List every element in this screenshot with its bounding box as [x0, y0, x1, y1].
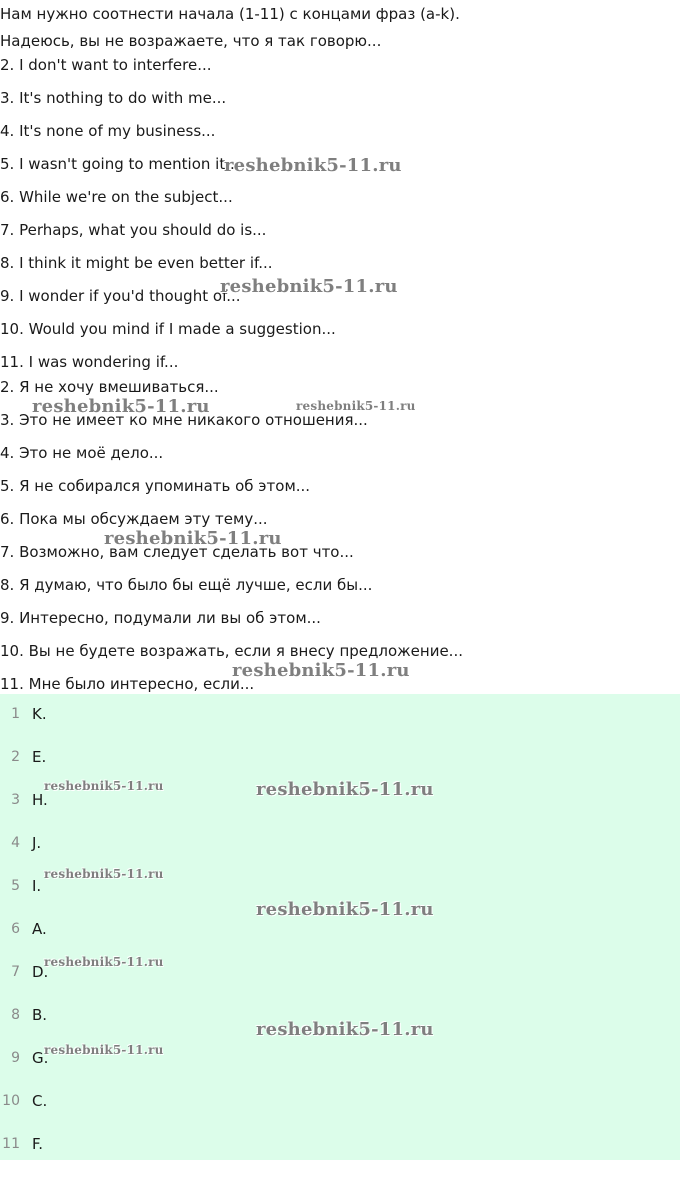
watermark: reshebnik5-11.ru: [44, 867, 164, 881]
answer-number: 11: [2, 1136, 20, 1152]
watermark: reshebnik5-11.ru: [224, 155, 402, 176]
answer-letter: B.: [32, 1006, 48, 1024]
english-phrase: 4. It's none of my business...: [0, 122, 216, 140]
answer-letter: A.: [32, 920, 47, 938]
answer-letter: E.: [32, 748, 47, 766]
english-phrase: 2. I don't want to interfere...: [0, 56, 212, 74]
english-phrase: 9. I wonder if you'd thought of...: [0, 287, 241, 305]
answer-number: 10: [2, 1093, 20, 1109]
answer-row: [0, 704, 680, 724]
watermark: reshebnik5-11.ru: [32, 396, 210, 417]
answer-number: 7: [11, 964, 20, 980]
answer-letter: F.: [32, 1135, 43, 1153]
answer-number: 1: [11, 706, 20, 722]
russian-phrase: 6. Пока мы обсуждаем эту тему...: [0, 510, 268, 528]
answer-letter: H.: [32, 791, 48, 809]
watermark: reshebnik5-11.ru: [44, 1043, 164, 1057]
russian-phrase: 7. Возможно, вам следует сделать вот что...: [0, 543, 354, 561]
intro-comment: Надеюсь, вы не возражаете, что я так говорю...: [0, 32, 382, 50]
answer-row: [0, 747, 680, 767]
english-phrase: 11. I was wondering if...: [0, 353, 179, 371]
russian-phrase: 9. Интересно, подумали ли вы об этом...: [0, 609, 321, 627]
english-phrase: 8. I think it might be even better if...: [0, 254, 273, 272]
russian-phrase: 10. Вы не будете возражать, если я внесу предложение...: [0, 642, 463, 660]
answer-letter: I.: [32, 877, 42, 895]
answer-letter: J.: [32, 834, 42, 852]
watermark: reshebnik5-11.ru: [104, 528, 282, 549]
russian-phrase: 2. Я не хочу вмешиваться...: [0, 378, 219, 396]
answer-number: 5: [11, 878, 20, 894]
russian-phrase: 4. Это не моё дело...: [0, 444, 164, 462]
watermark: reshebnik5-11.ru: [256, 779, 434, 800]
answer-number: 9: [11, 1050, 20, 1066]
english-phrase: 3. It's nothing to do with me...: [0, 89, 227, 107]
intro-instruction: Нам нужно соотнести начала (1-11) с концами фраз (a-k).: [0, 5, 460, 23]
russian-phrase: 8. Я думаю, что было бы ещё лучше, если бы...: [0, 576, 373, 594]
answer-row: [0, 1091, 680, 1111]
answer-number: 2: [11, 749, 20, 765]
russian-phrase: 11. Мне было интересно, если...: [0, 675, 255, 693]
english-phrase: 10. Would you mind if I made a suggestion...: [0, 320, 336, 338]
answer-letter: K.: [32, 705, 47, 723]
answer-row: [0, 919, 680, 939]
watermark: reshebnik5-11.ru: [256, 1019, 434, 1040]
answer-letter: G.: [32, 1049, 49, 1067]
answer-key: [0, 694, 680, 1160]
answer-number: 3: [11, 792, 20, 808]
russian-phrase: 5. Я не собирался упоминать об этом...: [0, 477, 311, 495]
answer-number: 8: [11, 1007, 20, 1023]
watermark: reshebnik5-11.ru: [44, 955, 164, 969]
watermark: reshebnik5-11.ru: [232, 660, 410, 681]
watermark: reshebnik5-11.ru: [296, 399, 416, 413]
watermark: reshebnik5-11.ru: [220, 276, 398, 297]
watermark: reshebnik5-11.ru: [256, 899, 434, 920]
english-phrase: 6. While we're on the subject...: [0, 188, 233, 206]
answer-number: 4: [11, 835, 20, 851]
answer-letter: D.: [32, 963, 49, 981]
answer-letter: C.: [32, 1092, 48, 1110]
answer-row: [0, 833, 680, 853]
watermark: reshebnik5-11.ru: [44, 779, 164, 793]
answer-number: 6: [11, 921, 20, 937]
english-phrase: 5. I wasn't going to mention it...: [0, 155, 240, 173]
english-phrase: 7. Perhaps, what you should do is...: [0, 221, 267, 239]
russian-phrase: 3. Это не имеет ко мне никакого отношения...: [0, 411, 368, 429]
answer-row: [0, 1134, 680, 1154]
